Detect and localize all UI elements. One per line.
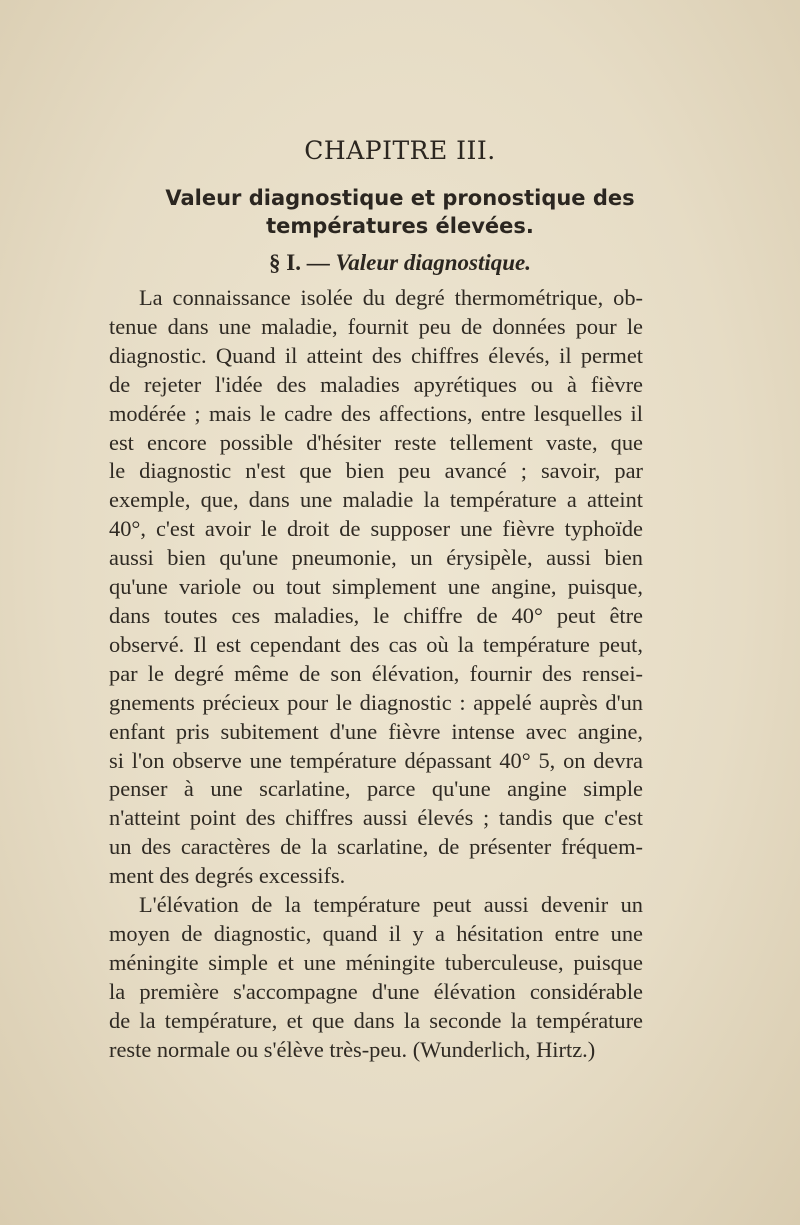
text-line: ment des degrés excessifs.: [109, 863, 346, 889]
subsection-title: Valeur diagnostique.: [335, 250, 531, 275]
title-line-1: Valeur diagnostique et pronostique des: [165, 186, 635, 210]
body-text: [109, 284, 643, 1064]
subsection-heading: [0, 250, 800, 276]
paragraph-1: [109, 284, 643, 891]
text-line: observé. Il est cependant des cas où la température peut,: [109, 631, 643, 657]
text-line: modérée ; mais le cadre des affections, entre lesquelles il: [109, 400, 643, 426]
text-line: 40°, c'est avoir le droit de supposer une fièvre typhoïde: [109, 516, 643, 542]
section-title-block: [110, 184, 690, 240]
text-line: diagnostic. Quand il atteint des chiffres élevés, il permet: [109, 342, 643, 368]
text-line: méningite simple et une méningite tuberculeuse, puisque: [109, 949, 643, 975]
subsection-number: § I. —: [269, 250, 330, 275]
text-line: La connaissance isolée du degré thermométrique, ob-: [139, 285, 643, 310]
text-line: qu'une variole ou tout simplement une angine, puisque,: [109, 574, 643, 600]
text-line: reste normale ou s'élève très-peu. (Wunderlich, Hirtz.): [109, 1036, 596, 1062]
text-line: moyen de diagnostic, quand il y a hésitation entre une: [109, 920, 643, 946]
text-line: est encore possible d'hésiter reste tellement vaste, que: [109, 429, 643, 455]
text-line: L'élévation de la température peut aussi devenir un: [139, 892, 643, 918]
text-line: de la température, et que dans la seconde la température: [109, 1007, 643, 1033]
text-line: tenue dans une maladie, fournit peu de données pour le: [109, 313, 643, 339]
paragraph-2: [109, 891, 643, 1064]
text-line: la première s'accompagne d'une élévation considérable: [109, 978, 643, 1004]
text-line: le diagnostic n'est que bien peu avancé ; savoir, par: [109, 458, 643, 484]
text-line: par le degré même de son élévation, fournir des rensei-: [109, 660, 643, 686]
text-line: n'atteint point des chiffres aussi élevés ; tandis que c'est: [109, 805, 643, 831]
title-line-2: températures élevées.: [266, 214, 534, 238]
text-line: un des caractères de la scarlatine, de présenter fréquem-: [109, 834, 643, 860]
text-line: si l'on observe une température dépassant 40° 5, on devra: [109, 747, 643, 773]
text-line: penser à une scarlatine, parce qu'une angine simple: [109, 776, 643, 802]
text-line: exemple, que, dans une maladie la température a atteint: [109, 487, 643, 513]
text-line: aussi bien qu'une pneumonie, un érysipèle, aussi bien: [109, 545, 643, 571]
text-line: gnements précieux pour le diagnostic : appelé auprès d'un: [109, 689, 643, 715]
text-line: de rejeter l'idée des maladies apyrétiques ou à fièvre: [109, 371, 643, 397]
text-line: dans toutes ces maladies, le chiffre de 40° peut être: [109, 602, 643, 628]
chapter-heading: CHAPITRE III.: [304, 136, 496, 165]
text-line: enfant pris subitement d'une fièvre intense avec angine,: [109, 718, 643, 744]
